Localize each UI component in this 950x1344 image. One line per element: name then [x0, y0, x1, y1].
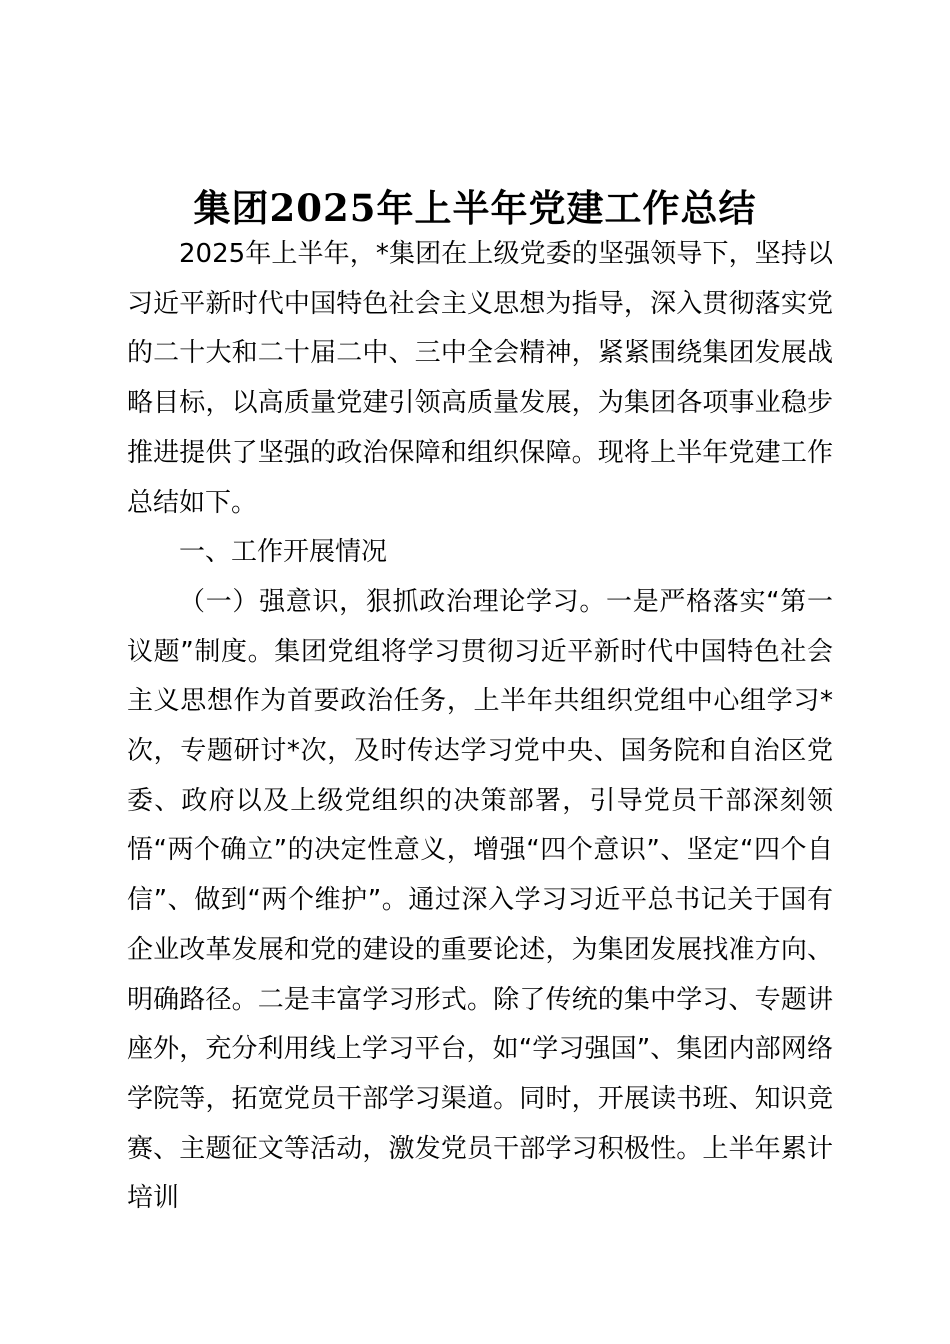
document-title: 集团2025年上半年党建工作总结: [193, 186, 757, 230]
section-heading: 一、工作开展情况: [179, 537, 388, 568]
document-body: [127, 230, 833, 1224]
subsection-paragraph: （一）强意识，狠抓政治理论学习。一是严格落实“第一议题”制度。集团党组将学习贯彻习近平新时代中国特色社会主义思想作为首要政治任务，上半年共组织党组中心组学习*次，专题研讨*次，及时传达学习党中央、国务院和自治区党委、政府以及上级党组织的决策部署，引导党员干部深刻领悟“两个确立”的决定性意义，增强“四个意识”、坚定“四个自信”、做到“两个维护”。通过深入学习习近平总书记关于国有企业改革发展和党的建设的重要论述，为集团发展找准方向、明确路径。二是丰富学习形式。除了传统的集中学习、专题讲座外，充分利用线上学习平台，如“学习强国”、集团内部网络学院等，拓宽党员干部学习渠道。同时，开展读书班、知识竞赛、主题征文等活动，激发党员干部学习积极性。上半年累计培训: [127, 586, 833, 1214]
intro-paragraph: 2025年上半年，*集团在上级党委的坚强领导下，坚持以习近平新时代中国特色社会主义思想为指导，深入贯彻落实党的二十大和二十届二中、三中全会精神，紧紧围绕集团发展战略目标，以高质量党建引领高质量发展，为集团各项事业稳步推进提供了坚强的政治保障和组织保障。现将上半年党建工作总结如下。: [127, 239, 833, 518]
